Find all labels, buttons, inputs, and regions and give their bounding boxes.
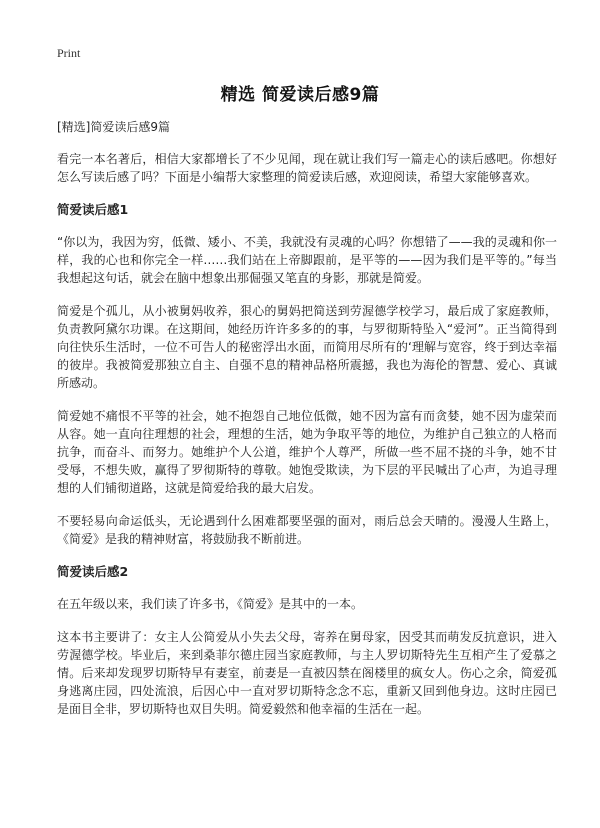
section-heading: 简爱读后感1 (57, 202, 129, 217)
section-1 (57, 201, 557, 548)
paragraph: 在五年级以来，我们读了许多书，《简爱》是其中的一本。 (57, 597, 364, 611)
paragraph: 不要轻易向命运低头，无论遇到什么困难都要坚强的面对，雨后总会天晴的。漫漫人生路上，《简爱》是我的精神财富，将鼓励我不断前进。 (57, 514, 557, 546)
intro-paragraph: 看完一本名著后，相信大家都增长了不少见闻，现在就让我们写一篇走心的读后感吧。你想好怎么写读后感了吗？下面是小编帮大家整理的简爱读后感，欢迎阅读，希望大家能够喜欢。 (57, 152, 557, 184)
document-subtitle: [精选]简爱读后感9篇 (57, 120, 170, 134)
section-heading: 简爱读后感2 (57, 564, 129, 579)
document-title: 精选 简爱读后感9篇 (220, 85, 380, 105)
paragraph: 这本书主要讲了：女主人公简爱从小失去父母，寄养在舅母家，因受其而萌发反抗意识，进入劳渥德学校。毕业后，来到桑菲尔德庄园当家庭教师，与主人罗切斯特先生互相产生了爱慕之情。后来却发现罗切斯特早有妻室，前妻是一直被囚禁在阁楼里的疯女人。伤心之余，简爱孤身逃离庄园，四处流浪，后因心中一直对罗切斯特念念不忘，重新又回到他身边。这时庄园已是面目全非，罗切斯特也双目失明。简爱毅然和他幸福的生活在一起。 (57, 630, 557, 716)
paragraph: 简爱她不痛恨不平等的社会，她不抱怨自己地位低微，她不因为富有而贪婪，她不因为虚荣而从容。她一直向往理想的社会，理想的生活，她为争取平等的地位，为维护自己独立的人格而抗争，而奋斗、而努力。她维护个人公道，维护个人尊严，所做一些不屈不挠的斗争，她不甘受辱，不想失败，赢得了罗彻斯特的尊敬。她饱受欺读，为下层的平民喊出了心声，为追寻理想的人们铺彻道路，这就是简爱给我的最大启发。 (57, 409, 557, 495)
document-body (57, 118, 557, 733)
paragraph: 简爱是个孤儿，从小被舅妈收养，狠心的舅妈把简送到劳渥德学校学习，最后成了家庭教师，负责教阿黛尔功课。在这期间，她经历许许多多的的事，与罗彻斯特坠入“爱河”。正当简得到向往快乐生活时，一位不可告人的秘密浮出水面，而简用尽所有的‘理解与宽容，终于到达幸福的彼岸。我被简爱那独立自主、自强不息的精神品格所震撼，我也为海伦的智慧、爱心、真诚所感动。 (57, 304, 557, 390)
paragraph: “你以为，我因为穷，低微、矮小、不美，我就没有灵魂的心吗？你想错了——我的灵魂和你一样，我的心也和你完全一样……我们站在上帝脚跟前，是平等的——因为我们是平等的。”每当我想起这句话，就会在脑中想象出那倔强又笔直的身影，那就是简爱。 (57, 235, 557, 285)
section-2 (57, 563, 557, 718)
print-label: Print (57, 46, 81, 60)
